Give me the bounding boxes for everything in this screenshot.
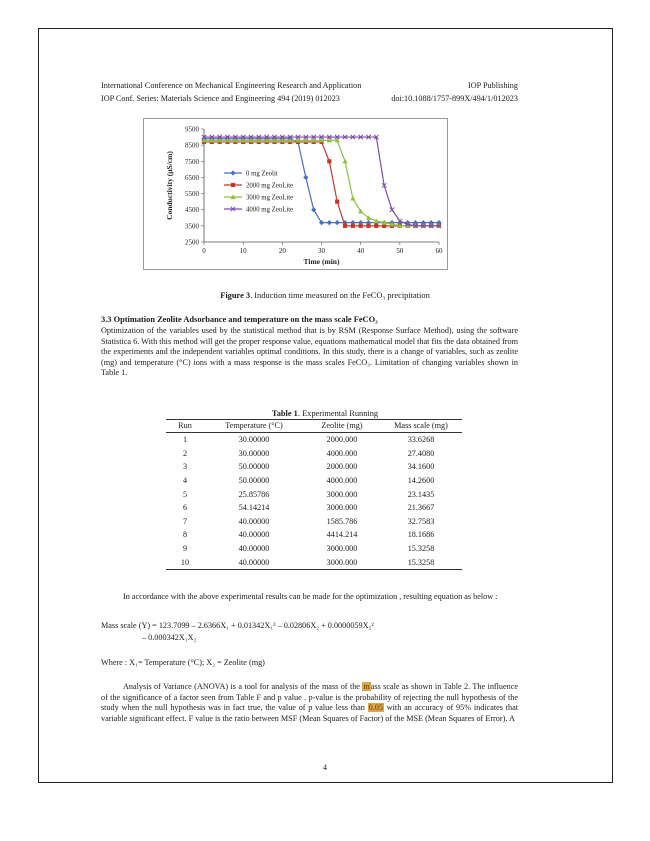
data-point-diamond [335,220,340,225]
cell-mass-scale: 21.3667 [407,503,435,513]
cell-temperature: 40.00000 [204,555,304,569]
x-tick-label: 20 [278,247,286,255]
data-point-square [366,224,370,228]
data-point-square [231,183,235,187]
data-point-square [359,224,363,228]
publisher-name: IOP Publishing [468,81,518,90]
legend-entry: 0 mg Zeolit [246,170,278,178]
data-point-diamond [230,170,235,175]
figure-caption-text: . Induction time measured on the FeCO₃ precipitation [250,291,430,300]
cell-zeolite: 4414.214 [326,530,358,540]
y-tick-label: 4500 [185,206,199,215]
cell-zeolite: 1585.786 [326,516,358,526]
cell-zeolite: 3000.000 [326,489,358,499]
cell-run: 9 [182,544,188,554]
figure-label: Figure 3 [220,291,251,300]
cell-zeolite: 2000.000 [326,462,358,472]
cell-mass-scale: 32.7583 [407,516,435,526]
col-zeolite: Zeolite (mg) [304,420,380,433]
conductivity-chart [144,119,449,271]
x-tick-label: 30 [318,247,325,255]
table-row [166,542,462,556]
cell-mass-scale: 27.4080 [407,448,435,458]
cell-temperature: 30.00000 [238,448,270,458]
equation-line-2: – 0.000342X₁X₂ [142,633,197,642]
cell-mass-scale: 18.1686 [407,530,435,540]
data-point-square [327,159,331,163]
cell-mass-scale: 23.1435 [407,489,435,499]
table-row [166,460,462,474]
section-heading: 3.3 Optimation Zeolite Adsorbance and temperature on the mass scale FeCO₃ [101,315,378,324]
y-tick-label: 2500 [185,238,199,247]
cell-temperature: 30.00000 [238,435,270,445]
series-line-2 [204,140,439,226]
y-tick-label: 7500 [185,157,199,166]
cell-temperature: 40.00000 [238,530,270,540]
cell-zeolite: 3000.000 [304,555,380,569]
y-axis-title: Conductivity (µS/cm) [165,151,174,220]
data-point-square [374,224,378,228]
cell-run: 10 [166,555,204,569]
x-tick-label: 40 [357,247,365,255]
table-header-row [166,420,462,433]
paragraph-anova [101,682,518,724]
cell-temperature: 50.00000 [238,462,270,472]
x-tick-label: 10 [239,247,247,255]
table-row [166,487,462,501]
cell-run: 6 [182,503,188,513]
series-line-0 [204,139,439,223]
data-point-triangle [350,196,355,201]
data-point-diamond [327,220,332,225]
paragraph-optimization: In accordance with the above experimental results can be made for the optimization , resulting equation as below : [123,592,498,601]
table-row [166,474,462,488]
table-caption [0,409,650,418]
doi: doi:10.1088/1757-899X/494/1/012023 [391,94,518,103]
cell-mass-scale: 33.6268 [407,435,435,445]
cell-mass-scale: 15.3258 [407,544,435,554]
table-row [166,447,462,461]
cell-mass-scale: 14.2600 [407,476,435,486]
data-point-square [351,224,355,228]
equation-line-1: Mass scale (Y) = 123.7099 – 2.6366X₁ + 0.01342X₁² – 0.02806X₂ + 0.0000059X₂² [101,621,374,630]
x-tick-label: 0 [202,247,206,255]
y-tick-label: 5500 [185,190,199,199]
cell-run: 3 [182,462,188,472]
data-point-diamond [319,220,324,225]
table-label: Table 1 [271,409,298,418]
cell-mass-scale: 15.3258 [380,555,462,569]
x-axis-title: Time (min) [303,257,340,266]
cell-zeolite: 3000.000 [326,544,358,554]
cell-zeolite: 3000.000 [326,503,358,513]
where-definition: Where : X₁= Temperature (°C); X₂ = Zeolite (mg) [101,658,265,667]
series-line-1 [204,142,439,226]
data-point-square [335,200,339,204]
cell-run: 5 [182,489,188,499]
table-row [166,528,462,542]
cell-run: 2 [182,448,188,458]
series-line-3 [204,137,439,226]
cell-run: 7 [182,516,188,526]
cell-zeolite: 2000.000 [326,435,358,445]
legend-entry: 3000 mg ZeoLite [246,194,294,202]
col-run: Run [166,420,204,433]
cell-temperature: 25.85786 [238,489,270,499]
y-tick-label: 8500 [185,141,199,150]
anova-text-2: ass scale as shown in Table 2. The influence of the significance of a factor seen from Table F and p value . p-value is the probability of rejecting the null hypothesis of the study when the null hypothesis was in fact true, the value of p value less than [101,682,518,713]
table-row [166,433,462,447]
cell-temperature: 40.00000 [238,544,270,554]
cell-mass-scale: 34.1600 [407,462,435,472]
cell-temperature: 40.00000 [238,516,270,526]
paragraph-rsm: Optimization of the variables used by the statistical method that is by RSM (Response Surface Method), using the software Statistica 6. With this method will get the proper response value, equations mathematical model that fits the data obtained from the experiments and the independent variables optimal conditions. In this study, there is a change of variables, such as zeolite (mg) and temperature (°C) ions with a mass response is the mass scales FeCO₃. Limitation of changing variables shown in Table 1. [101,326,518,378]
legend-entry: 4000 mg ZeoLite [246,206,294,214]
conference-name: International Conference on Mechanical Engineering Research and Application [101,81,362,90]
cell-run: 1 [182,435,188,445]
table-row [166,501,462,515]
y-tick-label: 3500 [185,222,199,231]
x-tick-label: 50 [396,247,404,255]
experimental-table [166,419,462,570]
col-temperature: Temperature (°C) [204,420,304,433]
cell-run: 4 [182,476,188,486]
x-tick-label: 60 [435,247,443,255]
data-point-square [343,224,347,228]
figure-caption [0,291,650,300]
anova-text-3: with an accuracy of 95% indicates that variable significant effect. F value is the ratio between MSF (Mean Squares of Factor) of the MSE (Mean Squares of Error). A [101,703,518,723]
page-number: 4 [323,763,327,772]
cell-run: 8 [182,530,188,540]
legend-entry: 2000 mg ZeoLite [246,182,294,190]
y-tick-label: 6500 [185,173,199,182]
y-tick-label: 9500 [185,125,199,134]
col-mass-scale: Mass scale (mg) [380,420,462,433]
table-row [166,555,462,569]
cell-temperature: 50.00000 [238,476,270,486]
cell-temperature: 54.14214 [238,503,270,513]
highlight-annotation-2: 0.05 [368,703,383,713]
figure-3-chart [143,118,448,270]
anova-text-1: Analysis of Variance (ANOVA) is a tool for analysis of the mass of the [123,682,363,691]
highlight-annotation-1: m [363,682,370,691]
table-row [166,515,462,529]
data-point-triangle [342,159,347,164]
table-title: . Experimental Running [297,409,379,418]
cell-zeolite: 4000.000 [326,448,358,458]
series-info: IOP Conf. Series: Materials Science and Engineering 494 (2019) 012023 [101,94,340,103]
data-point-diamond [303,175,308,180]
cell-zeolite: 4000.000 [326,476,358,486]
data-point-diamond [311,207,316,212]
